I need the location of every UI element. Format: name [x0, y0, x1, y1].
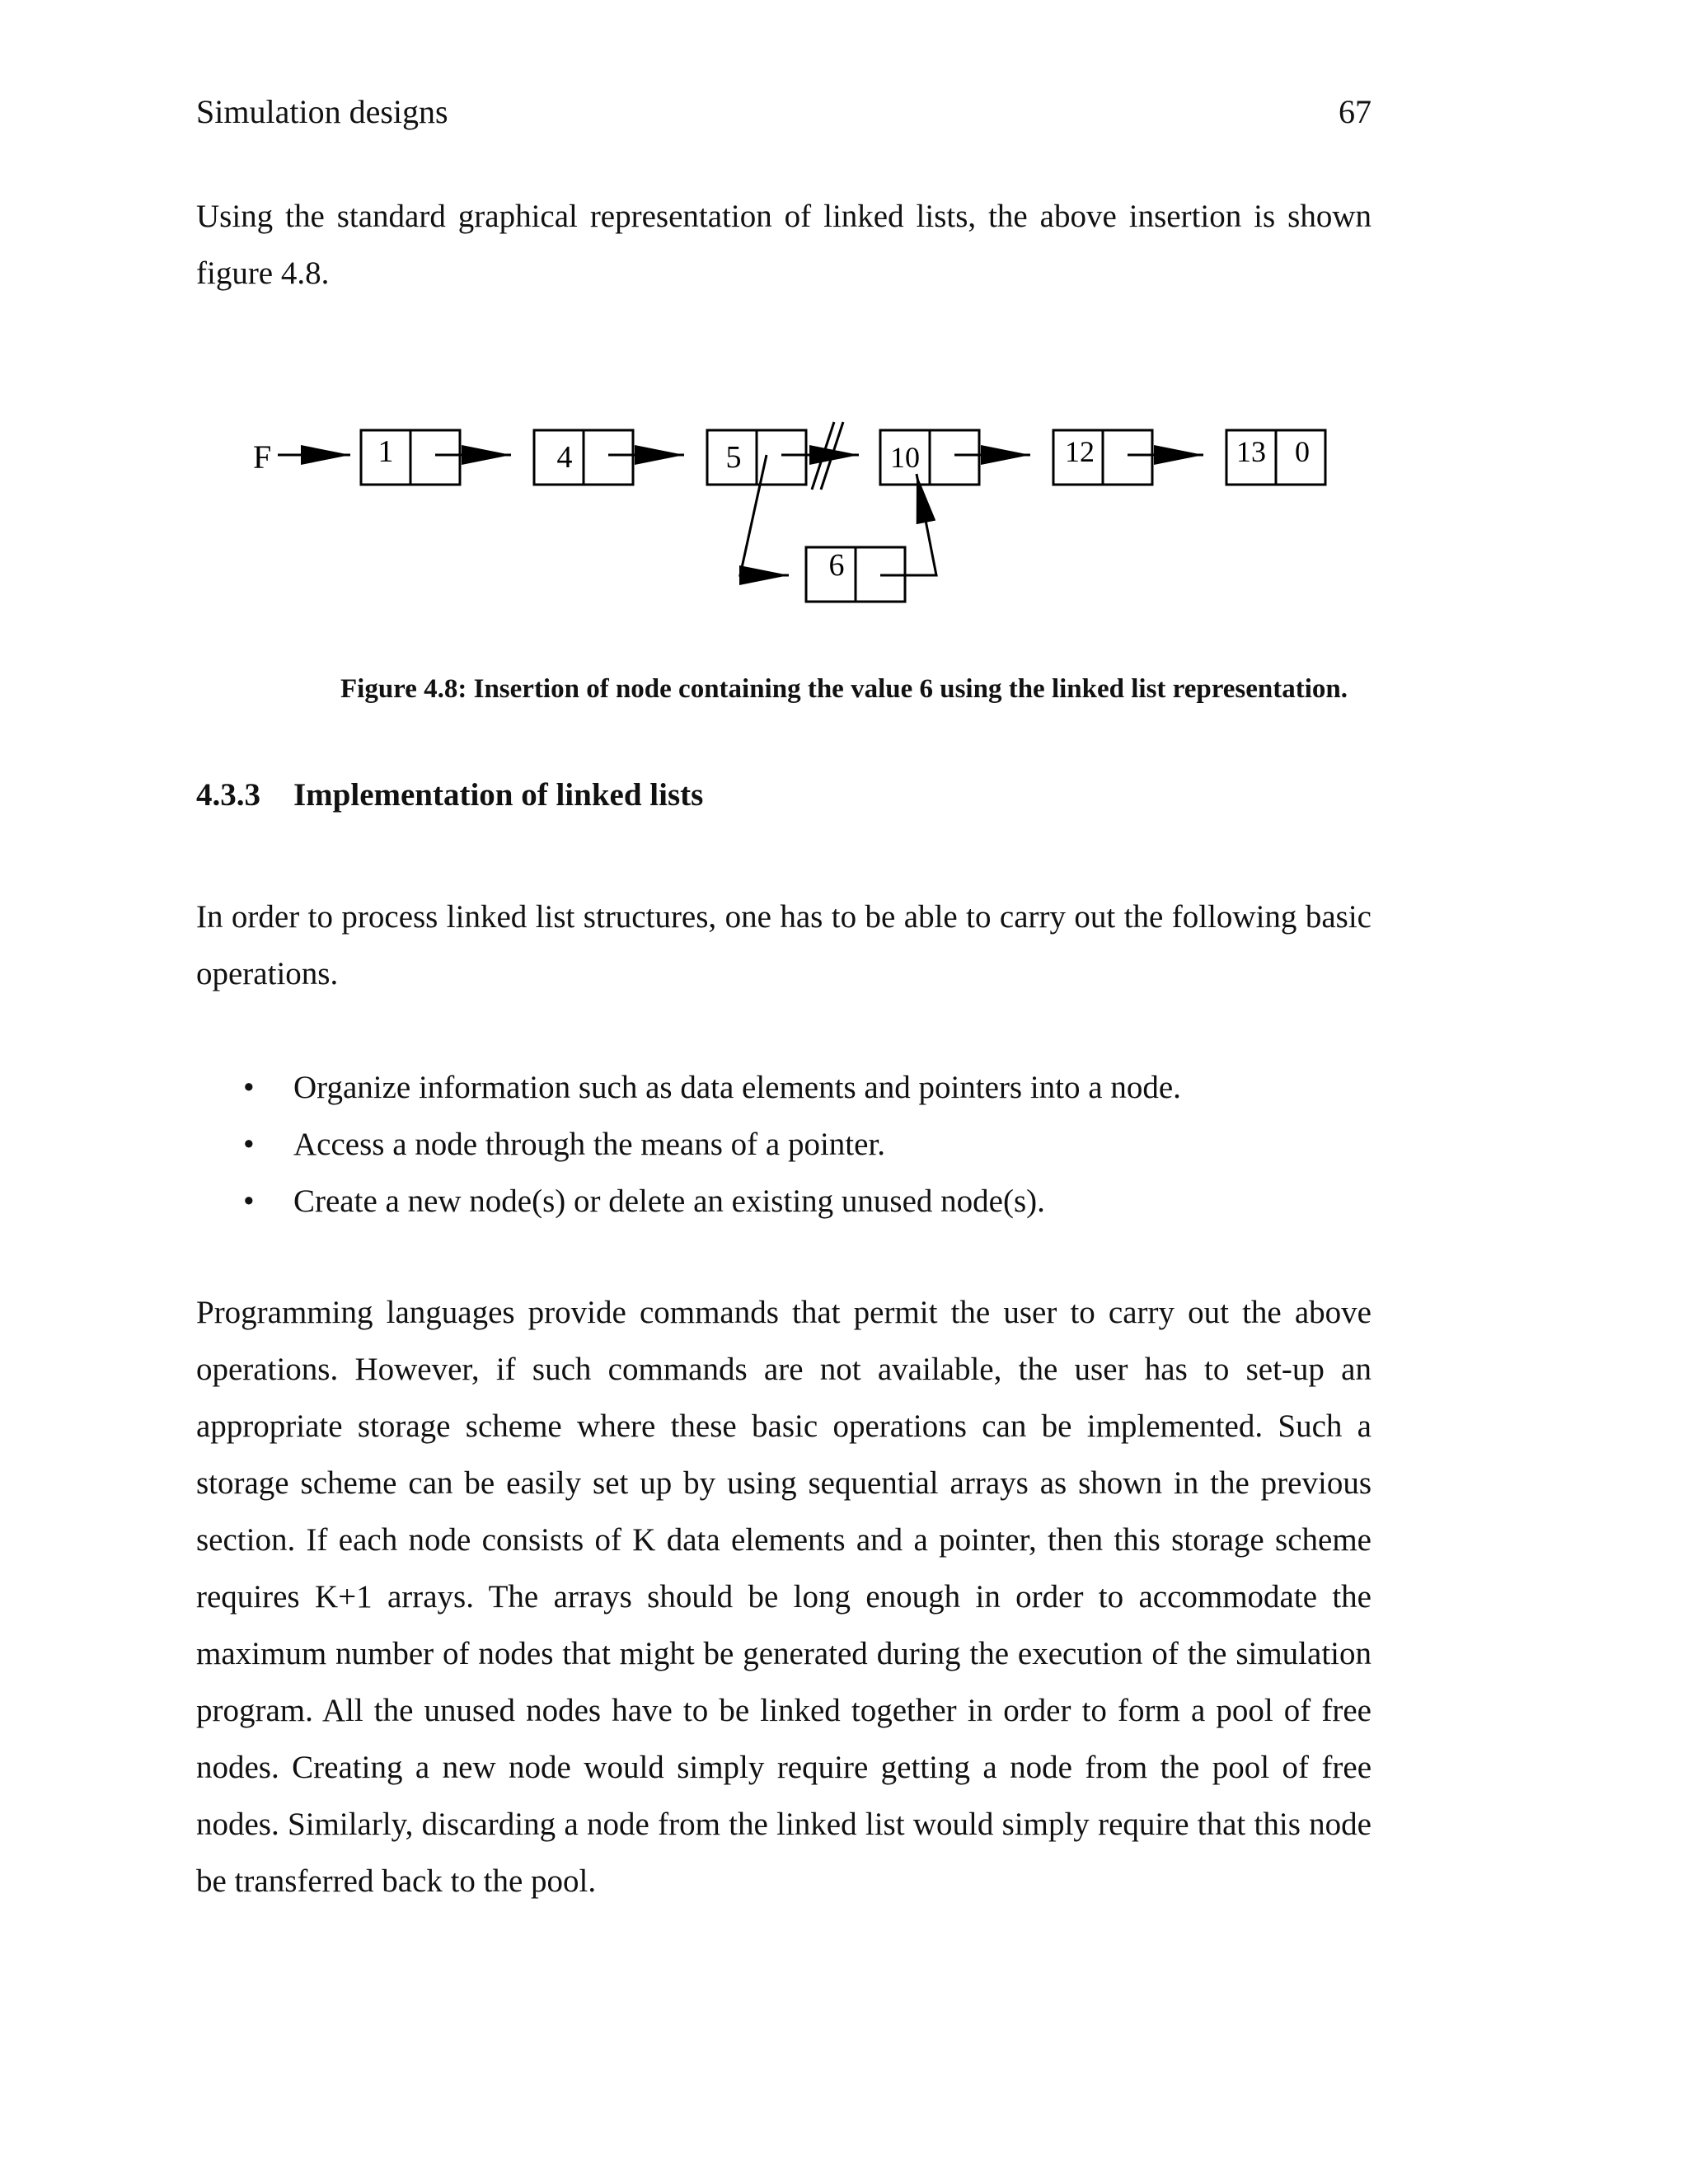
- node-5-value: 5: [725, 440, 742, 475]
- list-item: [196, 1116, 1181, 1173]
- node-13-value: 13: [1236, 435, 1266, 468]
- intro-paragraph: Using the standard graphical representation of linked lists, the above insertion is shown figure 4.8.: [196, 199, 1372, 291]
- node-1-value: 1: [377, 434, 394, 469]
- node-13: [1226, 430, 1325, 485]
- node-5: [707, 422, 859, 575]
- bullet-icon: •: [243, 1183, 255, 1219]
- bullet-icon: •: [243, 1127, 255, 1162]
- node-10: [880, 430, 1030, 485]
- node-10-value: 10: [890, 441, 920, 474]
- break-mark: [812, 422, 834, 490]
- running-header: Simulation designs: [196, 93, 448, 130]
- section-heading: [196, 776, 703, 813]
- paragraph-operations: In order to process linked list structures, one has to be able to carry out the following basic operations.: [196, 899, 1372, 991]
- list-item: [196, 1173, 1181, 1230]
- node-1: [361, 430, 511, 485]
- insert-arrow-out: [880, 474, 936, 575]
- paragraph-storage-scheme: Programming languages provide commands that permit the user to carry out the above operations. However, if such commands are not available, the user has to set-up an appropriate storage scheme where these basic operations can be implemented. Such a storage scheme can be easily set up by using sequential arrays as shown in the previous section. If each node consists of K data elements and a pointer, then this storage scheme requires K+1 arrays. The arrays should be long enough in order to accommodate the maximum number of nodes that might be generated during the execution of the simulation program. All the unused nodes have to be linked together in order to form a pool of free nodes. Creating a new node would simply require getting a node from the pool of free nodes. Similarly, discarding a node from the linked list would simply require that this node be transferred back to the pool.: [196, 1295, 1372, 1899]
- list-item-text: Access a node through the means of a pointer.: [293, 1127, 886, 1162]
- list-item: [196, 1059, 1181, 1116]
- page-number: 67: [1339, 93, 1372, 130]
- insert-arrow-in: [740, 455, 789, 575]
- list-item-text: Organize information such as data elements and pointers into a node.: [293, 1070, 1181, 1105]
- operations-list: [196, 1059, 1181, 1230]
- node-12: [1053, 430, 1203, 485]
- section-title: Implementation of linked lists: [293, 777, 704, 813]
- node-12-value: 12: [1065, 435, 1095, 468]
- head-label: F: [253, 438, 272, 476]
- bullet-icon: •: [243, 1070, 255, 1105]
- figure-caption: Figure 4.8: Insertion of node containing the value 6 using the linked list representation.: [340, 674, 1348, 704]
- null-pointer: 0: [1295, 435, 1310, 468]
- node-4-value: 4: [556, 440, 573, 475]
- node-4: [534, 430, 684, 485]
- node-6-value: 6: [828, 548, 845, 583]
- list-item-text: Create a new node(s) or delete an existing unused node(s).: [293, 1183, 1045, 1219]
- section-number: 4.3.3: [196, 777, 260, 813]
- node-6-inserted: [806, 474, 936, 602]
